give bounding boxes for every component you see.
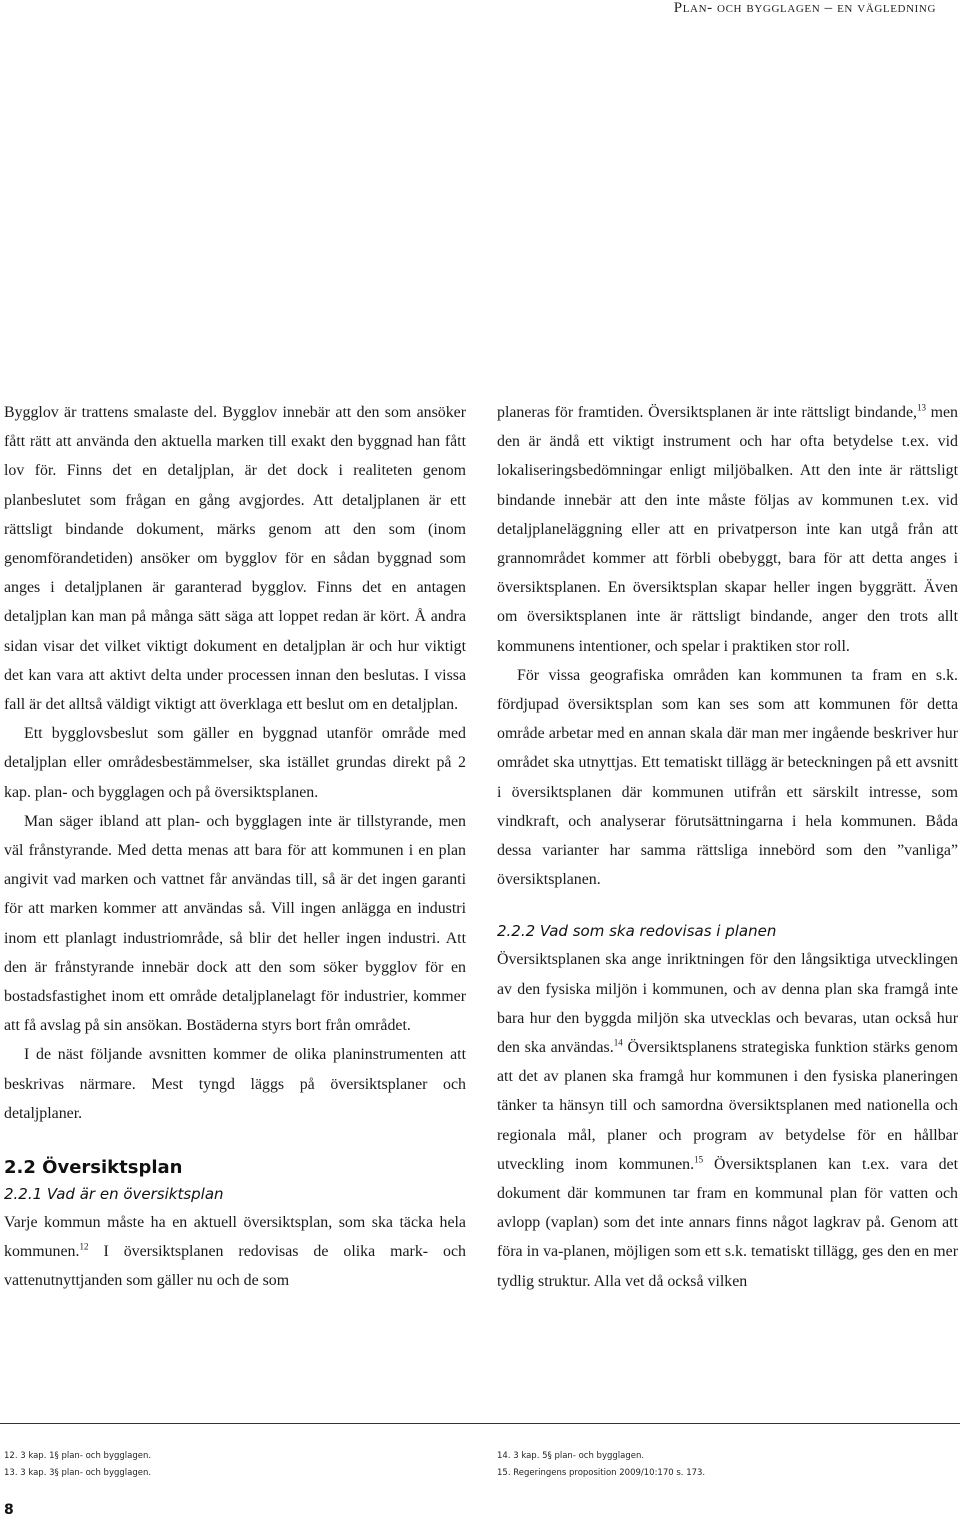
- paragraph: Ett bygglovsbeslut som gäller en byggnad utanför område med detaljplan eller områdesbestämmelser, ska istället grundas direkt på 2 kap. plan- och bygglagen och på översiktsplanen.: [4, 725, 466, 801]
- paragraph: Bygglov är trattens smalaste del. Bygglov innebär att den som ansöker fått rätt att använda den aktuella marken till exakt den byggnad han fått lov för. Finns det en detaljplan, är det dock i realiteten genom planbeslutet som frågan en gång avgjordes. Att detaljplanen är ett rättsligt bindande dokument, märks genom att den som (inom genomförandetiden) ansöker om bygglov för en sådan byggnad som anges i detaljplanen är garanterad bygglov. Finns det en antagen detaljplan kan man på många sätt säga att loppet redan är kört. Å andra sidan visar det vilket viktigt dokument en detaljplan är och hur viktigt det kan vara att aktivt delta under processen innan den beslutas. I vissa fall är det alltså väldigt viktigt att överklaga ett beslut om en detaljplan.: [4, 404, 466, 714]
- footnote-ref: 14: [613, 1037, 623, 1048]
- footnote: 15. Regeringens proposition 2009/10:170 s. 173.: [497, 1468, 706, 1478]
- paragraph: [497, 945, 958, 1295]
- text-run: Översiktsplanens strategiska funktion stärks genom att det av planen ska framgå hur kommunen i den fysiska planeringen tänker ta hänsyn till och samordna översiktsplanen med nationella och regionala mål, planer och program av betydelse för en hållbar utveckling inom kommunen.: [497, 1039, 958, 1173]
- text-run: I översiktsplanen redovisas de olika mark- och vattenutnyttjanden som gäller nu och de som: [4, 1243, 466, 1290]
- paragraph: För vissa geografiska områden kan kommunen ta fram en s.k. fördjupad översiktsplan som kan ses som att kommunen för detta område arbetar med en annan skala där man mer ingående beskriver hur området ska utnyttjas. Ett tematiskt tillägg är beteckningen på ett avsnitt i översiktsplanen där kommunen utifrån ett särskilt intresse, som vindkraft, och analyserar förutsättningarna i hela kommunen. Båda dessa varianter har samma rättsliga innebörd som den ”vanliga” översiktsplanen.: [497, 666, 958, 889]
- subsection-heading: 2.2.1 Vad är en översiktsplan: [4, 1185, 224, 1204]
- paragraph: I de näst följande avsnitten kommer de olika planinstrumenten att beskrivas närmare. Mest tyngd läggs på översiktsplaner och detaljplaner.: [4, 1046, 466, 1122]
- footnote-ref: 15: [694, 1154, 704, 1165]
- text-run: men den är ändå ett viktigt instrument och har ofta betydelse t.ex. vid lokaliseringsbedömningar enligt miljöbalken. Att den inte är rättsligt bindande innebär att den inte måste följas av kommunen t.ex. vid detaljplaneläggning eller att en privatperson inte kan utgå från att grannområdet kommer att förbli obebyggt, bara för att detta anges i översiktsplanen. En översiktsplan skapar heller ingen byggrätt. Även om översiktsplanen inte är rättsligt bindande, anger den trots allt kommunens intentioner, och spelar i praktiken stor roll.: [497, 404, 958, 655]
- section-heading: 2.2 Översiktsplan: [4, 1157, 183, 1179]
- subsection-heading: 2.2.2 Vad som ska redovisas i planen: [497, 922, 777, 941]
- left-column: [4, 398, 466, 1296]
- footnote-ref: 12: [79, 1241, 89, 1252]
- page-number: 8: [4, 1502, 14, 1518]
- footnotes-right: [497, 1448, 705, 1482]
- footnote-ref: 13: [916, 402, 926, 413]
- footnote: 14. 3 kap. 5§ plan- och bygglagen.: [497, 1451, 645, 1461]
- footnote-divider: [0, 1423, 960, 1424]
- footnote: 13. 3 kap. 3§ plan- och bygglagen.: [4, 1468, 152, 1478]
- paragraph: Man säger ibland att plan- och bygglagen inte är tillstyrande, men väl frånstyrande. Med detta menas att bara för att kommunen i en plan angivit vad marken och vattnet får användas till, så är det ingen garanti för att marken kommer att användas så. Vill ingen anlägga en industri inom ett planlagt industriområde, så blir det heller ingen industri. Att den är frånstyrande innebär dock att den som söker bygglov för en bostadsfastighet inom ett område detaljplanelagt för industrier, kommer att få avslag på sin ansökan. Bostäderna styrs bort från området.: [4, 812, 466, 1035]
- running-head: Plan- och bygglagen – en vägledning: [673, 0, 936, 16]
- footnotes-left: [4, 1448, 151, 1482]
- footnote: 12. 3 kap. 1§ plan- och bygglagen.: [4, 1451, 152, 1461]
- text-run: Varje kommun måste ha en aktuell översiktsplan, som ska täcka hela kommunen.: [4, 1214, 466, 1261]
- paragraph: [4, 1208, 466, 1296]
- right-column: [497, 398, 958, 1296]
- text-run: Översiktsplanen kan t.ex. vara det dokument där kommunen tar fram en kommunal plan för vatten och avlopp (vaplan) som det inte annars finns något lagkrav på. Genom att föra in va-planen, möjligen som ett s.k. tematiskt tillägg, ges den en mer tydlig struktur. Alla vet då också vilken: [497, 1155, 958, 1290]
- text-run: planeras för framtiden. Översiktsplanen är inte rättsligt bindande,: [497, 404, 917, 421]
- paragraph: [497, 398, 958, 661]
- text-run: Översiktsplanen ska ange inriktningen för den långsiktiga utvecklingen av den fysiska miljön i kommunen, och av denna plan ska framgå inte bara hur den byggda miljön ska utvecklas och bevaras, utan också hur den ska användas.: [497, 951, 958, 1057]
